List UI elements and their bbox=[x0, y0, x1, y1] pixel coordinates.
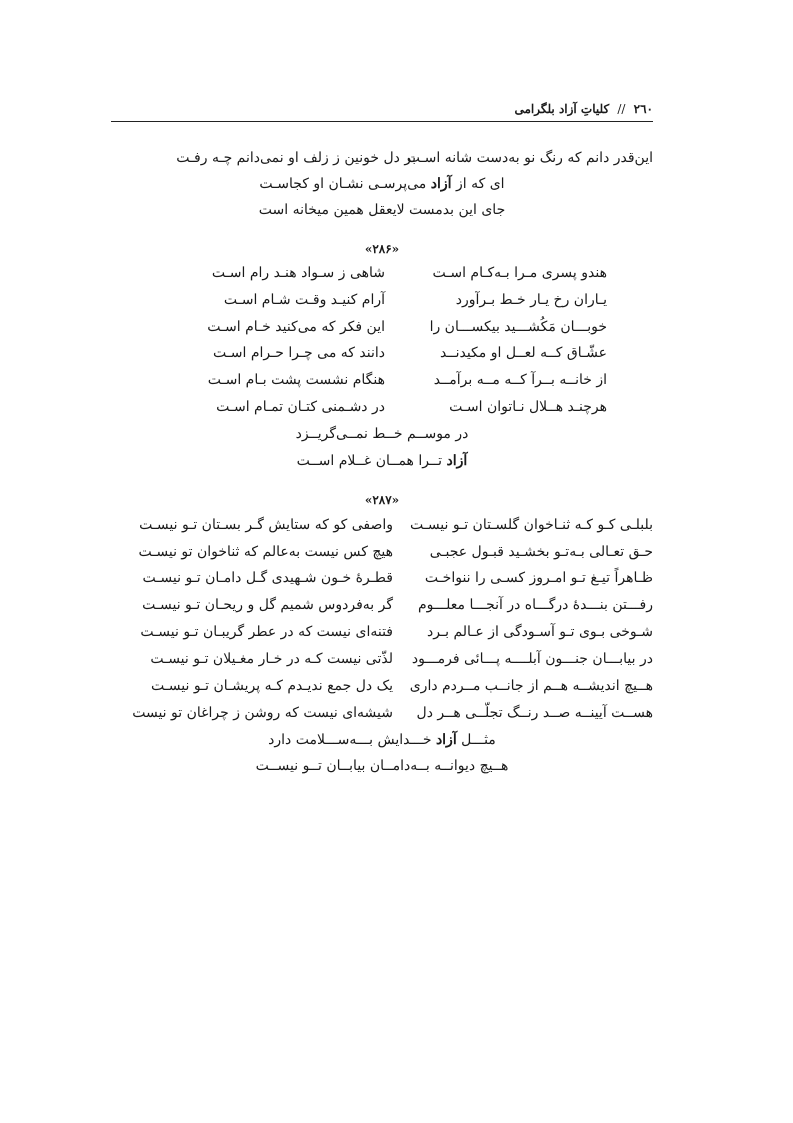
poem-number-heading: «٢٨۶» bbox=[364, 242, 400, 256]
verse-left-hemistich: هنگام نشست پشت بـام اسـت bbox=[207, 372, 385, 388]
verse-left-hemistich: فتنه‌ای نیست که در عطر گریبـان تـو نیسـت bbox=[140, 624, 393, 640]
verse-text: ای که از bbox=[455, 176, 505, 192]
closing-verse: هــیچ دیوانــه بــه‌دامــان بیابــان تــو نیســت bbox=[255, 758, 509, 774]
verse-right-hemistich: هندو پسری مـرا بـه‌کـام اسـت bbox=[432, 265, 607, 281]
header-rule bbox=[111, 121, 653, 122]
poem-number-heading: «٢٨٧» bbox=[364, 493, 400, 507]
verse-left-hemistich: هیچ کس نیست به‌عالم که ثناخوان تو نیسـت bbox=[138, 544, 393, 560]
verse-right-hemistich: هســت آیینــه صــد رنــگ تجلّــی هــر دل bbox=[416, 705, 653, 721]
verse-left-hemistich: در دشـمنی کتـان تمـام اسـت bbox=[216, 399, 385, 415]
verse-right-hemistich: بر دل خونین ز زلف او نمی‌دانم چـه رفـت bbox=[176, 150, 416, 166]
verse-right-hemistich: از خانــه بــرآ کــه مــه برآمــد bbox=[433, 372, 607, 388]
verse-text: می‌پرسـی نشـان او کجاسـت bbox=[259, 176, 427, 192]
verse-left-hemistich: یک دل جمع ندیـدم کـه پریشـان تـو نیسـت bbox=[150, 678, 393, 694]
closing-verse: جای این بدمست لایعقل همین میخانه است bbox=[258, 202, 506, 218]
verse-left-hemistich: دانند که می چـرا حـرام اسـت bbox=[212, 345, 385, 361]
verse-right-hemistich: خوبـــان مَکُشـــید بیکســـان را bbox=[429, 319, 607, 335]
verse-text: خـــدایش بـــه‌ســـلامت دارد bbox=[268, 732, 432, 748]
verse-left-hemistich: شیشه‌ای نیست که روشن ز چراغان تو نیست bbox=[132, 705, 393, 721]
verse-left-hemistich: آرام کنیـد وقـت شـام اسـت bbox=[223, 292, 385, 308]
verse-right-hemistich: در بیابـــان جنـــون آبلــــه پـــائی فرمـــود bbox=[411, 651, 653, 667]
poet-name: آزاد bbox=[435, 732, 457, 748]
poet-name: آزاد bbox=[446, 453, 468, 469]
verse-right-hemistich: هــیچ اندیشــه هــم از جانــب مــردم داری bbox=[409, 678, 653, 694]
book-title: کلیاتِ آزاد بلگرامی bbox=[514, 102, 610, 116]
verse-right-hemistich: رفـــتن بنـــدۀ درگـــاه در آنجـــا معلـــوم bbox=[417, 597, 653, 613]
running-header bbox=[111, 98, 653, 120]
verse-right-hemistich: ظـاهراً تیـغ تـو امـروز کسـی را ننواخـت bbox=[424, 570, 653, 586]
poet-name: آزاد bbox=[430, 176, 452, 192]
closing-verse bbox=[111, 174, 653, 194]
verse-left-hemistich: شاهی ز سـواد هنـد رام اسـت bbox=[211, 265, 385, 281]
verse-right-hemistich: حـق تعـالی بـه‌تـو بخشـید قبـول عجبـی bbox=[429, 544, 653, 560]
verse-left-hemistich: قطـرۀ خـون شـهیدی گـل دامـان تـو نیسـت bbox=[142, 570, 393, 586]
verse-text: تــرا همــان غــلام اســت bbox=[296, 453, 443, 469]
header-separator: // bbox=[617, 102, 626, 116]
closing-verse: در موســم خــط نمــی‌گریــزد bbox=[295, 426, 469, 442]
verse-left-hemistich: گر به‌فردوس شمیم گل و ریحـان تـو نیسـت bbox=[142, 597, 393, 613]
closing-verse bbox=[111, 730, 653, 750]
verse-right-hemistich: عشّـاق کــه لعــل او مکیدنــد bbox=[440, 345, 607, 361]
verse-left-hemistich: این‌قدر دانم که رنگ نو به‌دست شانه اسـت bbox=[406, 150, 653, 166]
verse-left-hemistich: واصفی کو که ستایش گـر بسـتان تـو نیسـت bbox=[139, 517, 393, 533]
verse-right-hemistich: هرچنـد هــلال نـاتوان اسـت bbox=[449, 399, 607, 415]
verse-right-hemistich: بلبلـی کـو کـه ثنـاخوان گلسـتان تـو نیسـت bbox=[409, 517, 653, 533]
closing-verse bbox=[111, 451, 653, 471]
page-number: ٢٦٠ bbox=[633, 102, 653, 116]
verse-left-hemistich: این فکر که می‌کنید خـام اسـت bbox=[207, 319, 385, 335]
verse-left-hemistich: لذّتی نیست کـه در خـار مغـیلان تـو نیسـت bbox=[150, 651, 393, 667]
verse-right-hemistich: شـوخی بـوی تـو آسـودگی از عـالم بـرد bbox=[427, 624, 653, 640]
verse-text: مثـــل bbox=[461, 732, 496, 748]
verse-right-hemistich: یـاران رخ یـار خـط بـرآورد bbox=[455, 292, 607, 308]
